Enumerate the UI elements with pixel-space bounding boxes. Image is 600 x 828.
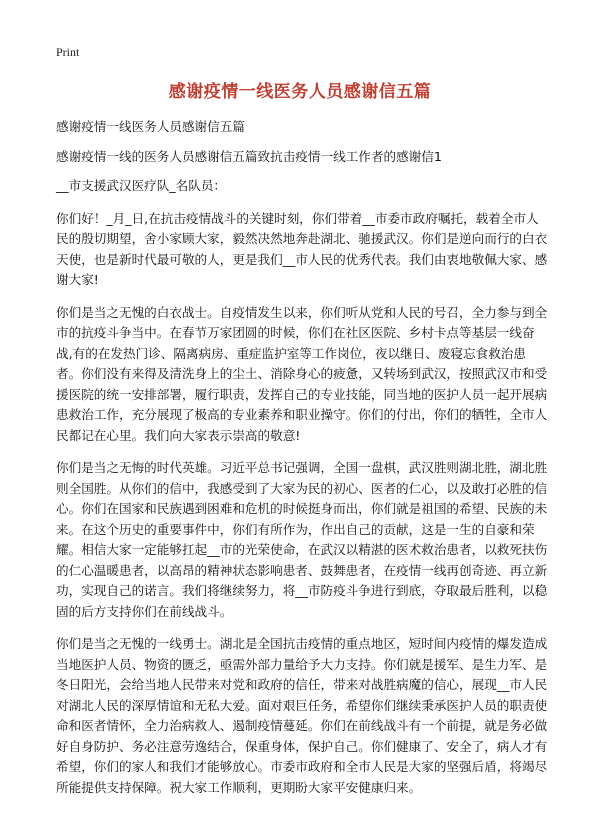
letter-paragraph-2: 你们是当之无愧的白衣战士。自疫情发生以来，你们听从党和人民的号召，全力参与到全市的抗疫斗争当中。在春节万家团圆的时候，你们在社区医院、乡村卡点等基层一线奋战,有的在发热门诊、隔离病房、重症监护室等工作岗位，夜以继日、废寝忘食救治患者。你们没有来得及清洗身上的尘土、消除身心的疲惫，又转场到武汉，按照武汉市和受援医院的统一安排部署，履行职责，发挥自己的专业技能，同当地的医护人员一起开展病患救治工作，充分展现了极高的专业素养和职业操守。你们的付出，你们的牺牲，全市人民都记在心里。我们向大家表示崇高的敬意!: [56, 304, 548, 443]
letter-intro: 感谢疫情一线的医务人员感谢信五篇致抗击疫情一线工作者的感谢信1: [56, 148, 442, 164]
letter-paragraph-1: 你们好！_月_日,在抗击疫情战斗的关键时刻，你们带着__市委市政府嘱托，载着全市人民的殷切期望，舍小家顾大家，毅然决然地奔赴湖北、驰援武汉。你们是逆向而行的白衣天使，也是新时代最可敬的人，更是我们__市人民的优秀代表。我们由衷地敬佩大家、感谢大家!: [56, 210, 548, 287]
print-link[interactable]: Print: [56, 45, 80, 59]
document-title: 感谢疫情一线医务人员感谢信五篇: [168, 82, 432, 102]
document-subtitle: 感谢疫情一线医务人员感谢信五篇: [56, 119, 245, 134]
letter-salutation: __市支援武汉医疗队_名队员：: [56, 178, 227, 193]
letter-paragraph-4: 你们是当之无愧的一线勇士。湖北是全国抗击疫情的重点地区，短时间内疫情的爆发造成当地医护人员、物资的匮乏，亟需外部力量给予大力支持。你们就是援军、是生力军、是冬日阳光，会给当地人民带来对党和政府的信任，带来对战胜病魔的信心，展现__市人民对湖北人民的深厚情谊和无私大爱。面对艰巨任务，希望你们继续秉承医护人员的职责使命和医者情怀，全力治病救人、遏制疫情蔓延。你们在前线战斗有一个前提，就是务必做好自身防护、务必注意劳逸结合，保重身体，保护自己。你们健康了、安全了，病人才有希望，你们的家人和我们才能够放心。市委市政府和全市人民是大家的坚强后盾，将竭尽所能提供支持保障。祝大家工作顺利，更期盼大家平安健康归来。: [56, 636, 548, 795]
letter-paragraph-3: 你们是当之无悔的时代英雄。习近平总书记强调，全国一盘棋，武汉胜则湖北胜，湖北胜则全国胜。从你们的信中，我感受到了大家为民的初心、医者的仁心，以及敢打必胜的信心。你们在国家和民族遇到困难和危机的时候挺身而出，你们就是祖国的希望、民族的未来。在这个历史的重要事件中，你们有所作为，作出自己的贡献，这是一生的自豪和荣耀。相信大家一定能够扛起__市的光荣使命，在武汉以精湛的医术救治患者，以救死扶伤的仁心温暖患者，以高昂的精神状态影响患者、鼓舞患者，在疫情一线再创奇迹、再立新功，实现自己的诺言。我们将继续努力，将__市防疫斗争进行到底，夺取最后胜利，以稳固的后方支持你们在前线战斗。: [56, 460, 548, 619]
document-body: [56, 117, 548, 798]
